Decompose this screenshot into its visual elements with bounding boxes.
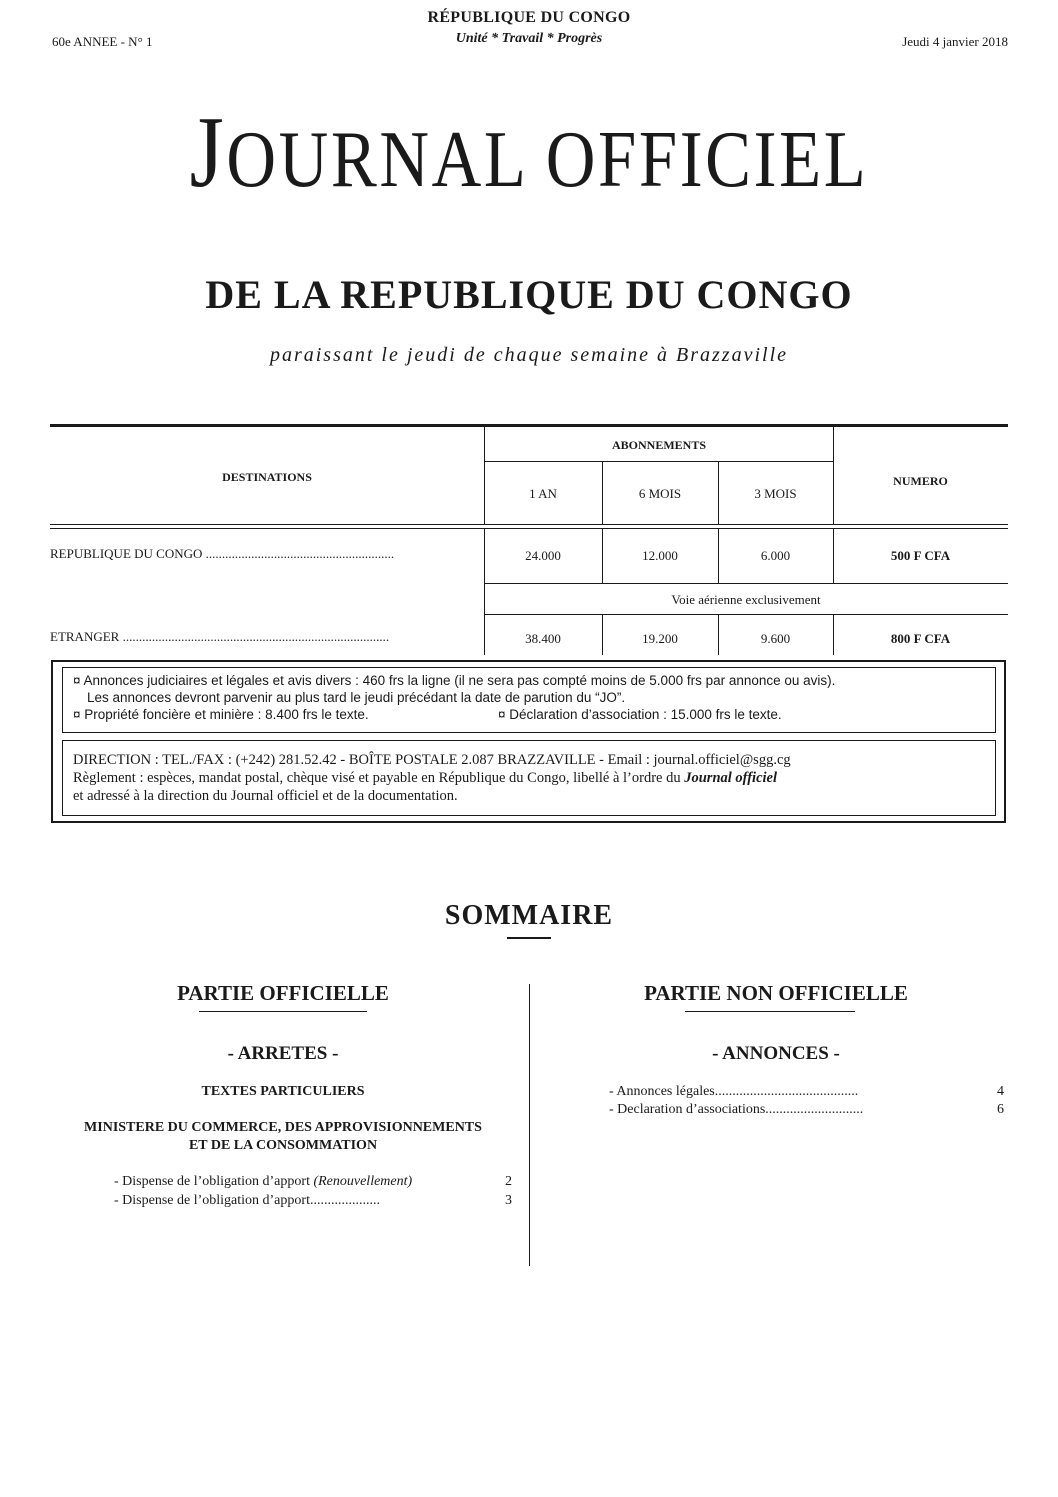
- air-mail-note: Voie aérienne exclusivement: [671, 592, 821, 607]
- toc-item-dispense-renouvellement[interactable]: [114, 1174, 412, 1190]
- annonces-heading: - ANNONCES -: [712, 1043, 840, 1064]
- partie-non-officielle-heading: PARTIE NON OFFICIELLE: [644, 981, 908, 1005]
- issue-number: 60e ANNEE - N° 1: [52, 34, 153, 49]
- notice-association: ¤ Déclaration d’association : 15.000 frs le texte.: [498, 707, 782, 722]
- notice-annonces: ¤ Annonces judiciaires et légales et avis divers : 460 frs la ligne (il ne sera pas compté moins de 5.000 frs par annonce ou avis).: [73, 673, 836, 688]
- column-separator: [529, 984, 530, 1266]
- partie-officielle-heading: PARTIE OFFICIELLE: [177, 981, 389, 1005]
- header-6mois: 6 MOIS: [638, 486, 682, 501]
- header-abonnements: ABONNEMENTS: [611, 438, 706, 452]
- toc-item-emph: (Renouvellement): [313, 1174, 413, 1189]
- journal-officiel-emph: Journal officiel: [684, 770, 778, 786]
- notices-box: [62, 667, 996, 733]
- toc-item-page: 6: [997, 1102, 1004, 1117]
- etranger-3mois: 9.600: [760, 631, 791, 646]
- congo-3mois: 6.000: [760, 548, 791, 563]
- toc-item-annonces-legales[interactable]: - Annonces légales.........................................: [609, 1084, 859, 1099]
- payment-text: Règlement : espèces, mandat postal, chèque visé et payable en République du Congo, libellé à l’ordre du: [73, 770, 685, 786]
- etranger-6mois: 19.200: [642, 631, 678, 646]
- journal-title-initial: J: [189, 96, 227, 209]
- ministry-line-1: MINISTERE DU COMMERCE, DES APPROVISIONNEMENTS: [84, 1120, 482, 1135]
- row-congo-label: REPUBLIQUE DU CONGO ..........................................................: [50, 546, 395, 561]
- toc-item-page: 4: [997, 1084, 1004, 1099]
- heading-underline: [199, 1011, 367, 1012]
- direction-contact: DIRECTION : TEL./FAX : (+242) 281.52.42 - BOÎTE POSTALE 2.087 BRAZZAVILLE - Email : journal.officiel@sgg.cg: [73, 752, 791, 768]
- direction-payment: [73, 769, 985, 787]
- congo-1an: 24.000: [525, 548, 561, 563]
- table-header-rule: [50, 528, 1008, 529]
- arretes-heading: - ARRETES -: [227, 1043, 339, 1064]
- toc-item-dispense[interactable]: - Dispense de l’obligation d’apport....................: [114, 1193, 380, 1208]
- row-etranger-label: ETRANGER ..................................................................................: [50, 629, 390, 644]
- table-divider: [484, 461, 834, 462]
- journal-title: [74, 96, 984, 209]
- etranger-numero: 800 F CFA: [890, 631, 951, 646]
- congo-6mois: 12.000: [642, 548, 678, 563]
- publication-tagline: paraissant le jeudi de chaque semaine à Brazzaville: [269, 344, 789, 366]
- republic-header: RÉPUBLIQUE DU CONGO: [427, 9, 631, 26]
- journal-title-rest: OURNAL OFFICIEL: [226, 116, 869, 204]
- national-motto: Unité * Travail * Progrès: [455, 31, 603, 46]
- heading-underline: [685, 1011, 855, 1012]
- table-divider: [484, 583, 1008, 584]
- etranger-1an: 38.400: [525, 631, 561, 646]
- header-destinations: DESTINATIONS: [222, 470, 312, 484]
- toc-item-page: 2: [505, 1174, 512, 1189]
- sommaire-title: SOMMAIRE: [444, 900, 614, 931]
- header-3mois: 3 MOIS: [754, 486, 797, 501]
- toc-item-declaration-associations[interactable]: - Declaration d’associations............................: [609, 1102, 864, 1117]
- issue-date: Jeudi 4 janvier 2018: [902, 34, 1008, 49]
- congo-numero: 500 F CFA: [890, 548, 951, 563]
- textes-particuliers-heading: TEXTES PARTICULIERS: [201, 1084, 365, 1099]
- header-numero: NUMERO: [893, 474, 948, 488]
- sommaire-underline: [507, 937, 551, 939]
- direction-address: et adressé à la direction du Journal officiel et de la documentation.: [73, 788, 458, 804]
- table-divider: [484, 614, 1008, 615]
- direction-box: [62, 740, 996, 816]
- notice-propriete: ¤ Propriété foncière et minière : 8.400 frs le texte.: [73, 707, 369, 722]
- table-top-rule: [50, 424, 1008, 427]
- journal-subtitle: DE LA REPUBLIQUE DU CONGO: [205, 272, 853, 317]
- ministry-line-2: ET DE LA CONSOMMATION: [188, 1138, 378, 1153]
- header-1an: 1 AN: [529, 486, 557, 501]
- toc-item-label: - Dispense de l’obligation d’apport: [114, 1174, 314, 1189]
- toc-item-page: 3: [505, 1193, 512, 1208]
- notice-deadline: Les annonces devront parvenir au plus tard le jeudi précédant la date de parution du “JO”.: [87, 690, 626, 705]
- table-header-rule: [50, 524, 1008, 525]
